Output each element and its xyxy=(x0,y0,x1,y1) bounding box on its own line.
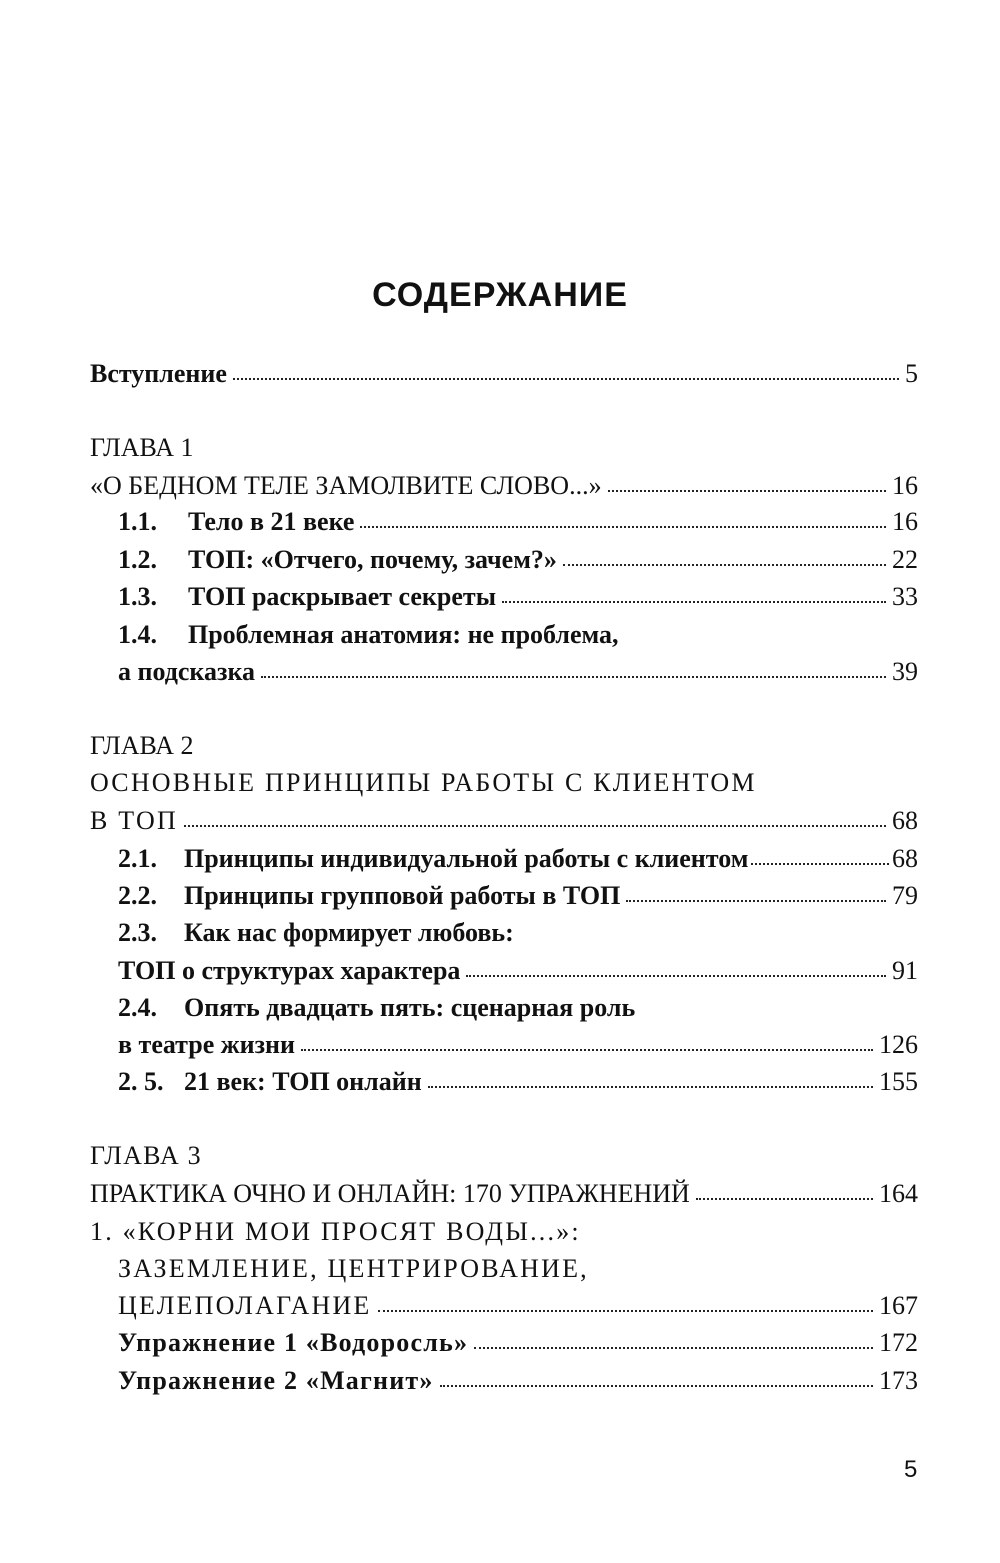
entry-title: Тело в 21 веке xyxy=(188,507,355,536)
dot-leader xyxy=(608,484,886,492)
toc-entry-2-2[interactable] xyxy=(118,880,918,912)
dot-leader xyxy=(233,372,899,380)
entry-title-continuation: ТОП о структурах характера xyxy=(118,956,461,985)
entry-title: ТОП раскрывает секреты xyxy=(188,582,496,611)
dot-leader xyxy=(563,558,886,566)
chapter-title: «О БЕДНОМ ТЕЛЕ ЗАМОЛВИТЕ СЛОВО...» xyxy=(90,471,602,500)
entry-page: 5 xyxy=(905,359,918,388)
chapter-title-continuation: В ТОП xyxy=(90,806,178,835)
chapter-title: ПРАКТИКА ОЧНО И ОНЛАЙН: 170 УПРАЖНЕНИЙ xyxy=(90,1179,690,1208)
exercise-title: Упражнение 2 «Магнит» xyxy=(118,1366,434,1395)
chapter-label: ГЛАВА 1 xyxy=(90,433,194,462)
entry-number: 1.1. xyxy=(118,507,157,536)
dot-leader xyxy=(440,1379,873,1387)
toc-entry-section-1[interactable] xyxy=(118,1290,918,1322)
entry-number: 1.4. xyxy=(118,620,157,649)
entry-page: 33 xyxy=(892,582,918,611)
dot-leader xyxy=(378,1304,873,1312)
entry-page: 68 xyxy=(892,806,918,835)
entry-page: 16 xyxy=(892,507,918,536)
section-title-continuation: ЗАЗЕМЛЕНИЕ, ЦЕНТРИРОВАНИЕ, xyxy=(118,1254,589,1283)
dot-leader xyxy=(626,894,886,902)
entry-title: Как нас формирует любовь: xyxy=(184,918,514,947)
toc-entry-1-4[interactable] xyxy=(118,619,918,651)
dot-leader xyxy=(751,857,889,865)
toc-entry-exercise-2[interactable] xyxy=(118,1365,918,1397)
entry-number: 2.3. xyxy=(118,918,157,947)
entry-page: 126 xyxy=(879,1030,918,1059)
toc-entry-chapter2[interactable] xyxy=(90,805,918,837)
dot-leader xyxy=(301,1043,873,1051)
entry-number: 1.2. xyxy=(118,545,157,574)
section-title-continuation: ЦЕЛЕПОЛАГАНИЕ xyxy=(118,1291,372,1320)
entry-title: ТОП: «Отчего, почему, зачем?» xyxy=(188,545,557,574)
toc-entry-1-1[interactable] xyxy=(118,506,918,538)
dot-leader xyxy=(696,1192,873,1200)
entry-number: 2.2. xyxy=(118,881,157,910)
entry-number: 1.3. xyxy=(118,582,157,611)
entry-title-continuation: в театре жизни xyxy=(118,1030,296,1059)
entry-title: 21 век: ТОП онлайн xyxy=(184,1067,422,1096)
chapter-label: ГЛАВА 2 xyxy=(90,731,194,760)
exercise-title: Упражнение 1 «Водоросль» xyxy=(118,1328,469,1357)
toc-entry-1-4-cont[interactable] xyxy=(118,656,918,688)
entry-title: Принципы индивидуальной работы с клиентом xyxy=(184,844,749,873)
dot-leader xyxy=(502,595,886,603)
page-title: СОДЕРЖАНИЕ xyxy=(372,276,628,314)
chapter-label: ГЛАВА 3 xyxy=(90,1141,202,1170)
entry-page: 39 xyxy=(892,657,918,686)
chapter-title: ОСНОВНЫЕ ПРИНЦИПЫ РАБОТЫ С КЛИЕНТОМ xyxy=(90,768,757,797)
toc-entry-2-5[interactable] xyxy=(118,1066,918,1098)
toc-entry-chapter1[interactable] xyxy=(90,470,918,502)
entry-number: 2. 5. xyxy=(118,1067,164,1096)
dot-leader xyxy=(261,670,886,678)
toc-entry-exercise-1[interactable] xyxy=(118,1327,918,1359)
page-number: 5 xyxy=(904,1456,918,1483)
entry-page: 91 xyxy=(892,956,918,985)
entry-number: 2.4. xyxy=(118,993,157,1022)
dot-leader xyxy=(360,520,886,528)
toc-entry-2-4-cont[interactable] xyxy=(118,1029,918,1061)
section-title: 1. «КОРНИ МОИ ПРОСЯТ ВОДЫ...»: xyxy=(90,1217,581,1246)
toc-entry-2-1[interactable] xyxy=(118,843,918,875)
entry-page: 173 xyxy=(879,1366,918,1395)
toc-entry-1-2[interactable] xyxy=(118,544,918,576)
dot-leader xyxy=(428,1080,873,1088)
dot-leader xyxy=(466,969,886,977)
dot-leader xyxy=(184,819,886,827)
entry-page: 167 xyxy=(879,1291,918,1320)
entry-title: Проблемная анатомия: не проблема, xyxy=(188,620,619,649)
entry-page: 164 xyxy=(879,1179,918,1208)
entry-page: 16 xyxy=(892,471,918,500)
entry-title: Вступление xyxy=(90,359,227,388)
entry-page: 22 xyxy=(892,545,918,574)
toc-entry-2-3-cont[interactable] xyxy=(118,955,918,987)
entry-page: 172 xyxy=(879,1328,918,1357)
entry-title: Опять двадцать пять: сценарная роль xyxy=(184,993,636,1022)
toc-entry-2-4[interactable] xyxy=(118,992,918,1024)
entry-title: Принципы групповой работы в ТОП xyxy=(184,881,621,910)
toc-entry-2-3[interactable] xyxy=(118,917,918,949)
entry-page: 79 xyxy=(892,881,918,910)
entry-page: 68 xyxy=(892,844,918,873)
toc-entry-chapter3[interactable] xyxy=(90,1178,918,1210)
entry-number: 2.1. xyxy=(118,844,157,873)
dot-leader xyxy=(474,1341,873,1349)
entry-page: 155 xyxy=(879,1067,918,1096)
entry-title-continuation: а подсказка xyxy=(118,657,256,686)
toc-entry-intro[interactable] xyxy=(90,358,918,390)
toc-entry-1-3[interactable] xyxy=(118,581,918,613)
